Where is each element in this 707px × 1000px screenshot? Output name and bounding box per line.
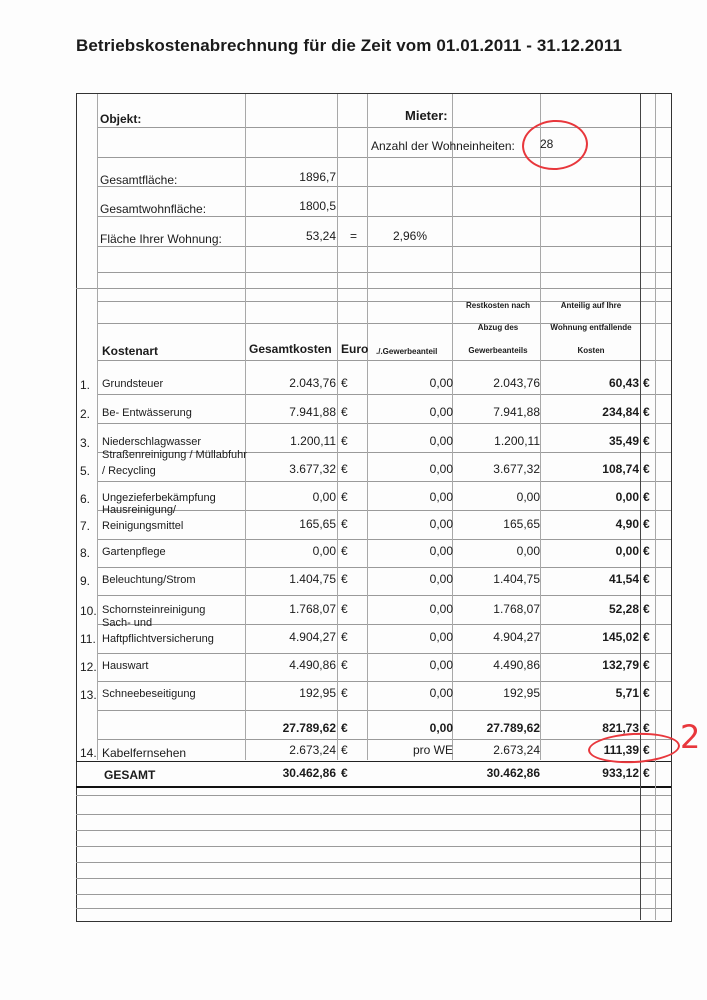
row-label-line2: Reinigungsmittel: [102, 520, 184, 532]
row-label-line2: Haftpflichtversicherung: [102, 633, 214, 645]
row-label: Schornsteinreinigung: [102, 604, 206, 616]
wohneinheiten-value: 28: [540, 137, 554, 151]
row-anteil: 52,28: [608, 602, 639, 616]
row-number: 13.: [80, 688, 97, 702]
row-gewerbeanteil: 0,00: [429, 686, 453, 700]
row-gesamtkosten: 0,00: [312, 544, 336, 558]
col-restkosten-line3: Gewerbeanteils: [468, 346, 528, 355]
row-anteil: 35,49: [608, 434, 639, 448]
row-anteil-euro: €: [643, 376, 650, 390]
row-restkosten: 1.404,75: [493, 572, 540, 586]
kabel-label: Kabelfernsehen: [102, 746, 187, 760]
kabel-nr: 14.: [80, 746, 97, 760]
row-gewerbeanteil: 0,00: [429, 490, 453, 504]
row-gesamtkosten: 4.490,86: [289, 658, 336, 672]
row-gewerbeanteil: 0,00: [429, 630, 453, 644]
row-restkosten: 0,00: [516, 544, 540, 558]
row-gesamtkosten: 2.043,76: [289, 376, 336, 390]
row-anteil-euro: €: [643, 490, 650, 504]
row-label-line1: Straßenreinigung / Müllabfuhr: [102, 449, 247, 461]
grid-line-h: [97, 127, 671, 128]
row-anteil-euro: €: [643, 517, 650, 531]
objekt-label: Objekt:: [100, 112, 142, 126]
row-anteil: 0,00: [615, 490, 639, 504]
anteil-percent: 2,96%: [393, 229, 428, 243]
gesamtflaeche-label: Gesamtfläche:: [100, 173, 178, 187]
row-gesamtkosten: 1.768,07: [289, 602, 336, 616]
document-title: Betriebskostenabrechnung für die Zeit vom 01.01.2011 - 31.12.2011: [76, 36, 623, 55]
row-gewerbeanteil: 0,00: [429, 517, 453, 531]
row-euro: €: [341, 376, 348, 390]
row-label: Beleuchtung/Strom: [102, 574, 196, 586]
total-euro: €: [341, 766, 348, 780]
row-anteil-euro: €: [643, 658, 650, 672]
row-anteil-euro: €: [643, 462, 650, 476]
grid-line-v: [337, 94, 338, 760]
total-anteil-euro: €: [643, 766, 650, 780]
row-anteil-euro: €: [643, 630, 650, 644]
kabel-rest: 2.673,24: [493, 743, 540, 757]
total-rest: 30.462,86: [486, 766, 540, 780]
grid-line-h: [97, 246, 671, 247]
col-restkosten-line1: Restkosten nach: [465, 301, 531, 310]
row-euro: €: [341, 490, 348, 504]
row-restkosten: 7.941,88: [493, 405, 540, 419]
row-euro: €: [341, 462, 348, 476]
kabel-gesamt: 2.673,24: [289, 743, 336, 757]
kabel-euro: €: [341, 743, 348, 757]
grid-line-v: [640, 94, 641, 920]
row-label-line1: Hausreinigung/: [102, 504, 176, 516]
row-anteil-euro: €: [643, 544, 650, 558]
row-label: Schneebeseitigung: [102, 688, 196, 700]
grid-line-h: [97, 624, 671, 625]
grid-line-v: [655, 94, 656, 920]
row-restkosten: 192,95: [503, 686, 540, 700]
grid-line-h: [97, 539, 671, 540]
row-restkosten: 1.768,07: [493, 602, 540, 616]
grid-line-h: [97, 423, 671, 424]
row-gesamtkosten: 3.677,32: [289, 462, 336, 476]
kabel-anteil: 111,39: [603, 743, 639, 757]
row-label: Gartenpflege: [102, 546, 166, 558]
grid-line-h: [76, 814, 671, 815]
subtotal-anteil: 821,73: [602, 721, 639, 735]
grid-line-h: [97, 157, 671, 158]
row-gewerbeanteil: 0,00: [429, 376, 453, 390]
col-gesamtkosten: Gesamtkosten: [249, 342, 332, 356]
row-gewerbeanteil: 0,00: [429, 544, 453, 558]
row-number: 2.: [80, 407, 91, 421]
row-anteil-euro: €: [643, 602, 650, 616]
row-anteil: 41,54: [608, 572, 639, 586]
grid-line-h: [97, 510, 671, 511]
row-anteil: 4,90: [615, 517, 639, 531]
col-gewerbeanteil: ./.Gewerbeanteil: [376, 347, 438, 356]
row-number: 1.: [80, 378, 91, 392]
row-gewerbeanteil: 0,00: [429, 572, 453, 586]
grid-line-h: [97, 595, 671, 596]
row-number: 9.: [80, 574, 91, 588]
row-gesamtkosten: 165,65: [299, 517, 336, 531]
col-restkosten-line2: Abzug des: [477, 323, 519, 332]
grid-line-h: [76, 846, 671, 847]
gesamtflaeche-value: 1896,7: [299, 170, 336, 184]
row-gesamtkosten: 0,00: [312, 490, 336, 504]
grid-line-h: [97, 186, 671, 187]
col-anteil-line3: Kosten: [577, 346, 605, 355]
row-number: 5.: [80, 464, 91, 478]
col-anteil-line2: Wohnung entfallende: [550, 323, 632, 332]
row-gewerbeanteil: 0,00: [429, 405, 453, 419]
col-kostenart: Kostenart: [102, 344, 159, 358]
row-gewerbeanteil: 0,00: [429, 602, 453, 616]
grid-line-h: [97, 481, 671, 482]
row-number: 3.: [80, 436, 91, 450]
grid-line-h: [76, 761, 671, 762]
flaeche-value: 53,24: [305, 229, 336, 243]
row-restkosten: 4.490,86: [493, 658, 540, 672]
row-euro: €: [341, 434, 348, 448]
row-number: 7.: [80, 519, 91, 533]
row-restkosten: 0,00: [516, 490, 540, 504]
grid-line-h: [97, 216, 671, 217]
row-label: Niederschlagwasser: [102, 436, 202, 448]
row-restkosten: 3.677,32: [493, 462, 540, 476]
grid-line-h: [97, 567, 671, 568]
row-anteil-euro: €: [643, 434, 650, 448]
kabel-gewerbe: pro WE: [412, 743, 453, 757]
row-anteil-euro: €: [643, 686, 650, 700]
grid-line-h: [97, 710, 671, 711]
row-gewerbeanteil: 0,00: [429, 658, 453, 672]
total-gesamt: 30.462,86: [282, 766, 336, 780]
row-gesamtkosten: 1.404,75: [289, 572, 336, 586]
grid-line-h: [76, 786, 671, 788]
row-anteil: 108,74: [602, 462, 639, 476]
row-number: 11.: [80, 632, 96, 646]
subtotal-anteil-euro: €: [643, 721, 650, 735]
row-label: Be- Entwässerung: [102, 407, 192, 419]
subtotal-gesamt: 27.789,62: [282, 721, 336, 735]
grid-line-v: [540, 94, 541, 760]
row-gesamtkosten: 1.200,11: [290, 434, 336, 448]
col-anteil-line1: Anteilig auf Ihre: [560, 301, 622, 310]
grid-line-v: [245, 94, 246, 760]
row-anteil: 60,43: [608, 376, 639, 390]
row-gewerbeanteil: 0,00: [429, 434, 453, 448]
row-label: Hauswart: [102, 660, 149, 672]
grid-line-h: [97, 272, 671, 273]
row-euro: €: [341, 517, 348, 531]
row-euro: €: [341, 405, 348, 419]
row-label-line2: / Recycling: [102, 465, 156, 477]
row-gesamtkosten: 192,95: [299, 686, 336, 700]
row-gesamtkosten: 4.904,27: [289, 630, 336, 644]
row-label: Ungezieferbekämpfung: [102, 492, 216, 504]
grid-line-h: [97, 360, 671, 361]
kabel-anteil-euro: €: [643, 743, 650, 757]
row-anteil: 0,00: [615, 544, 639, 558]
subtotal-rest: 27.789,62: [486, 721, 540, 735]
row-anteil-euro: €: [643, 405, 650, 419]
grid-line-h: [76, 862, 671, 863]
subtotal-gewerbe: 0,00: [429, 721, 453, 735]
equals-sign: =: [350, 229, 358, 243]
row-number: 8.: [80, 546, 91, 560]
row-label-line1: Sach- und: [102, 617, 153, 629]
grid-line-h: [76, 908, 671, 909]
row-restkosten: 2.043,76: [493, 376, 540, 390]
row-anteil: 5,71: [615, 686, 639, 700]
grid-line-h: [76, 894, 671, 895]
total-label: GESAMT: [104, 768, 156, 782]
row-number: 12.: [80, 660, 97, 674]
grid-line-v: [97, 94, 98, 760]
row-euro: €: [341, 572, 348, 586]
red-mark-number: 2: [680, 718, 701, 756]
row-number: 6.: [80, 492, 91, 506]
total-anteil: 933,12: [602, 766, 639, 780]
grid-line-h: [97, 739, 671, 740]
row-euro: €: [341, 544, 348, 558]
row-anteil: 234,84: [602, 405, 639, 419]
flaeche-label: Fläche Ihrer Wohnung:: [100, 232, 222, 246]
row-euro: €: [341, 686, 348, 700]
row-anteil: 145,02: [602, 630, 639, 644]
grid-line-h: [97, 681, 671, 682]
grid-line-h: [76, 795, 671, 796]
grid-line-h: [76, 830, 671, 831]
wohneinheiten-label: Anzahl der Wohneinheiten:: [371, 139, 515, 153]
grid-line-h: [97, 394, 671, 395]
row-anteil: 132,79: [602, 658, 639, 672]
row-restkosten: 1.200,11: [494, 434, 540, 448]
mieter-label: Mieter:: [405, 108, 448, 123]
gesamtwohnflaeche-value: 1800,5: [299, 199, 336, 213]
subtotal-euro: €: [341, 721, 348, 735]
row-gesamtkosten: 7.941,88: [289, 405, 336, 419]
row-euro: €: [341, 658, 348, 672]
row-restkosten: 4.904,27: [493, 630, 540, 644]
grid-line-h: [76, 878, 671, 879]
col-euro: Euro: [341, 342, 369, 356]
gesamtwohnflaeche-label: Gesamtwohnfläche:: [100, 202, 207, 216]
grid-line-h: [76, 288, 671, 289]
row-number: 10.: [80, 604, 97, 618]
row-euro: €: [341, 630, 348, 644]
grid-line-h: [97, 653, 671, 654]
row-anteil-euro: €: [643, 572, 650, 586]
row-gewerbeanteil: 0,00: [429, 462, 453, 476]
row-restkosten: 165,65: [503, 517, 540, 531]
row-label: Grundsteuer: [102, 378, 164, 390]
row-euro: €: [341, 602, 348, 616]
